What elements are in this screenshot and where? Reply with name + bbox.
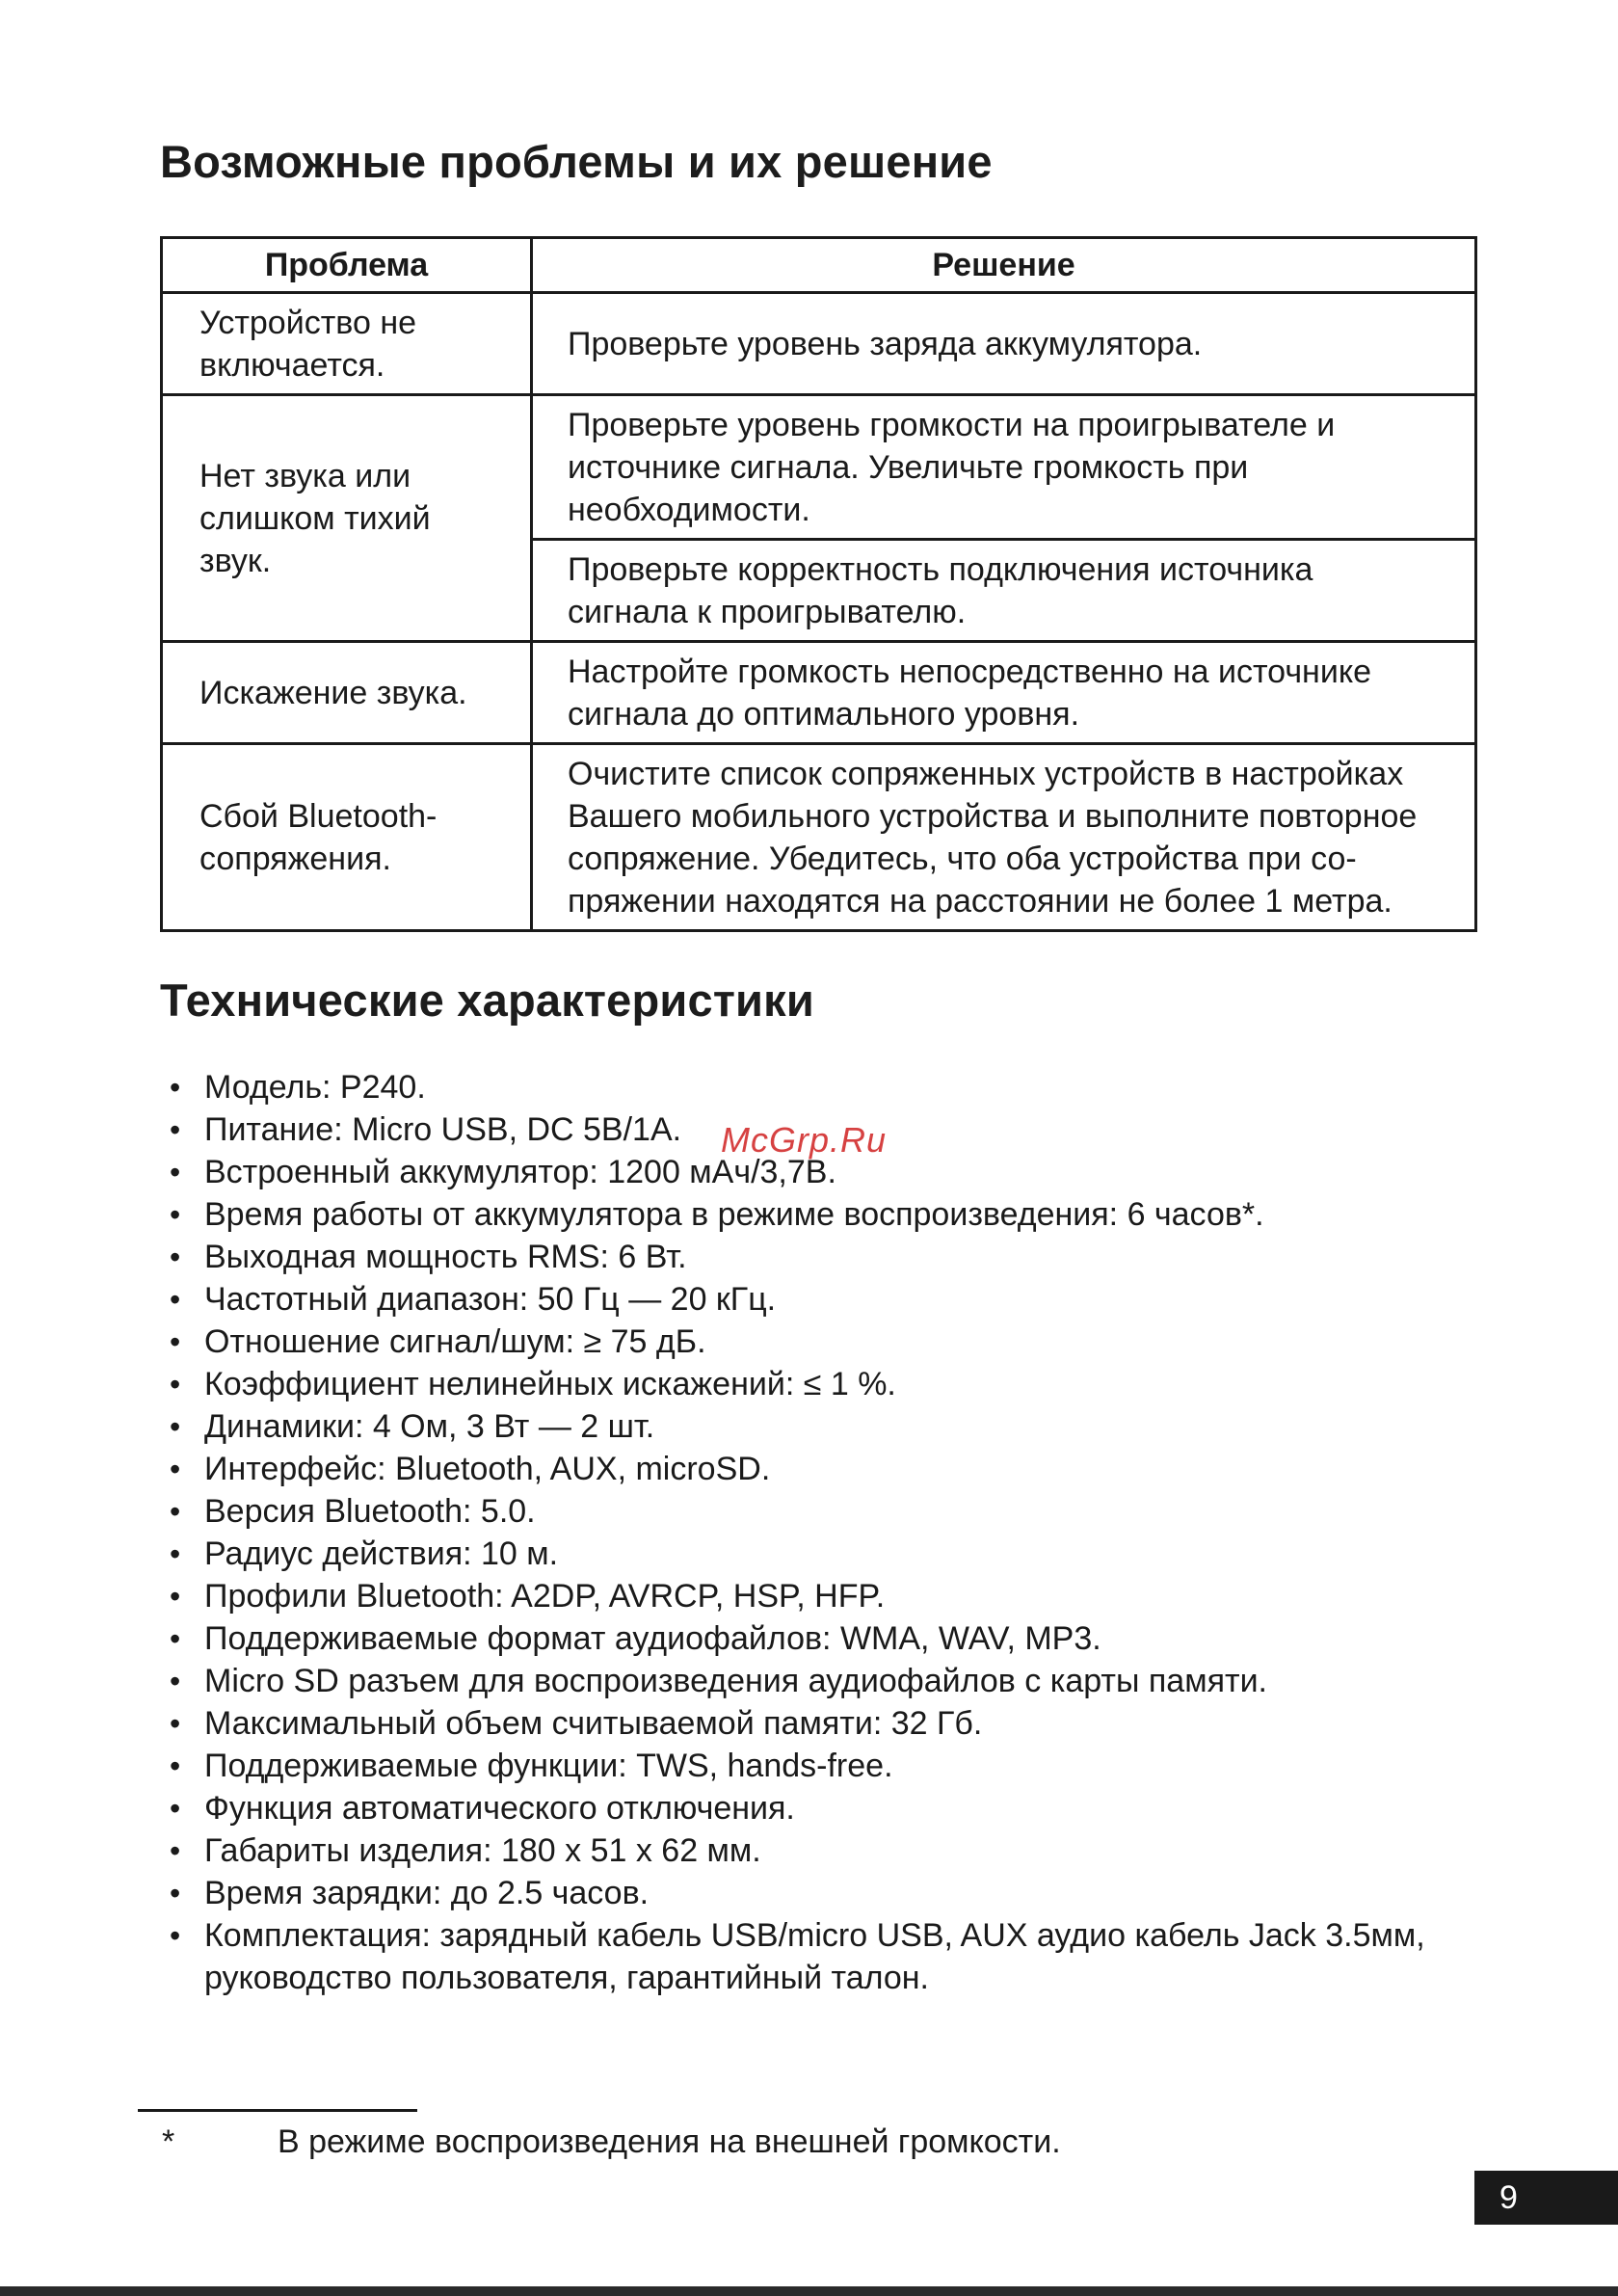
spec-item: [160, 1448, 1451, 1490]
bullet-icon: •: [170, 1367, 181, 1402]
problem-cell: Устройство не включается.: [162, 293, 532, 395]
spec-text: Функция автоматического отключения.: [204, 1790, 795, 1827]
bullet-icon: •: [170, 1791, 181, 1826]
bullet-icon: •: [170, 1833, 181, 1868]
spec-item: [160, 1363, 1451, 1405]
section-title-specs: Технические характеристики: [160, 974, 814, 1026]
specs-list: [160, 1066, 1451, 1999]
spec-item: [160, 1702, 1451, 1745]
spec-text: Радиус действия: 10 м.: [204, 1535, 559, 1572]
spec-item: [160, 1660, 1451, 1702]
header-solution: Решение: [532, 238, 1476, 293]
solution-cell: Проверьте уровень громкости на проигрывателе и источнике сигнала. Увеличьте громкость при необходимости.: [532, 395, 1476, 540]
spec-item: [160, 1872, 1451, 1914]
bullet-icon: •: [170, 1706, 181, 1741]
problem-cell: Сбой Bluetooth-сопряжения.: [162, 744, 532, 931]
spec-text: Время работы от аккумулятора в режиме воспроизведения: 6 часов*.: [204, 1196, 1264, 1233]
page-number-box: [1474, 2171, 1618, 2225]
section-title-troubleshooting: Возможные проблемы и их решение: [160, 136, 993, 187]
spec-text: Встроенный аккумулятор: 1200 мАч/3,7В.: [204, 1154, 836, 1190]
spec-text: Модель: P240.: [204, 1069, 426, 1106]
spec-item: [160, 1405, 1451, 1448]
spec-text: Габариты изделия: 180 x 51 x 62 мм.: [204, 1832, 761, 1869]
table-row: [162, 744, 1476, 931]
problem-cell: Нет звука или слишком тихий звук.: [162, 395, 532, 642]
spec-text: Максимальный объем считываемой памяти: 32 Гб.: [204, 1705, 983, 1742]
spec-text: Коэффициент нелинейных искажений: ≤ 1 %.: [204, 1366, 896, 1402]
spec-text: Интерфейс: Bluetooth, AUX, microSD.: [204, 1451, 771, 1487]
spec-text: Micro SD разъем для воспроизведения аудиофайлов с карты памяти.: [204, 1663, 1268, 1699]
table-row: [162, 642, 1476, 744]
spec-text: Частотный диапазон: 50 Гц — 20 кГц.: [204, 1281, 777, 1318]
solution-cell: Проверьте уровень заряда аккумулятора.: [532, 293, 1476, 395]
spec-text: Время зарядки: до 2.5 часов.: [204, 1875, 650, 1911]
spec-item: [160, 1321, 1451, 1363]
bullet-icon: •: [170, 1240, 181, 1274]
footnote-mark: *: [162, 2123, 175, 2160]
bullet-icon: •: [170, 1155, 181, 1189]
spec-text: Питание: Micro USB, DC 5В/1А.: [204, 1111, 682, 1148]
bullet-icon: •: [170, 1452, 181, 1486]
spec-item: [160, 1617, 1451, 1660]
solution-cell: Настройте громкость непосредственно на источнике сигнала до оптимального уровня.: [532, 642, 1476, 744]
bullet-icon: •: [170, 1070, 181, 1105]
footnote-divider: [138, 2109, 417, 2112]
spec-text: Комплектация: зарядный кабель USB/micro USB, AUX аудио кабель Jack 3.5мм, руководство пользователя, гарантийный талон.: [204, 1917, 1425, 1996]
spec-text: Поддерживаемые функции: TWS, hands-free.: [204, 1748, 893, 1784]
bullet-icon: •: [170, 1409, 181, 1444]
spec-item: [160, 1066, 1451, 1108]
problem-cell: Искажение звука.: [162, 642, 532, 744]
bullet-icon: •: [170, 1282, 181, 1317]
troubleshooting-table: [160, 236, 1477, 932]
bottom-edge-line: [0, 2286, 1618, 2296]
spec-text: Отношение сигнал/шум: ≥ 75 дБ.: [204, 1323, 706, 1360]
solution-cell: Очистите список сопряженных устройств в настройках Вашего мобильного устройства и выполните повторное сопряжение. Убедитесь, что оба устройства при со-пряжении находятся на расстоянии не более 1 метра.: [532, 744, 1476, 931]
bullet-icon: •: [170, 1536, 181, 1571]
spec-item: [160, 1533, 1451, 1575]
header-problem: Проблема: [162, 238, 532, 293]
bullet-icon: •: [170, 1579, 181, 1614]
bullet-icon: •: [170, 1876, 181, 1910]
bullet-icon: •: [170, 1749, 181, 1783]
spec-item: [160, 1278, 1451, 1321]
bullet-icon: •: [170, 1197, 181, 1232]
spec-item: [160, 1575, 1451, 1617]
table-row: [162, 293, 1476, 395]
footnote-text: В режиме воспроизведения на внешней громкости.: [278, 2123, 1061, 2160]
spec-item: [160, 1490, 1451, 1533]
bullet-icon: •: [170, 1494, 181, 1529]
watermark: McGrp.Ru: [721, 1120, 888, 1160]
solution-cell: Проверьте корректность подключения источника сигнала к проигрывателю.: [532, 540, 1476, 642]
bullet-icon: •: [170, 1918, 181, 1953]
spec-item: [160, 1745, 1451, 1787]
spec-text: Версия Bluetooth: 5.0.: [204, 1493, 536, 1530]
spec-text: Профили Bluetooth: A2DP, AVRCP, HSP, HFP.: [204, 1578, 886, 1615]
spec-text: Поддерживаемые формат аудиофайлов: WMA, WAV, MP3.: [204, 1620, 1101, 1657]
bullet-icon: •: [170, 1112, 181, 1147]
spec-item: [160, 1236, 1451, 1278]
spec-item: [160, 1193, 1451, 1236]
table-row: [162, 395, 1476, 540]
bullet-icon: •: [170, 1324, 181, 1359]
spec-item: [160, 1829, 1451, 1872]
table-header-row: [162, 238, 1476, 293]
bullet-icon: •: [170, 1664, 181, 1698]
spec-text: Динамики: 4 Ом, 3 Вт — 2 шт.: [204, 1408, 655, 1445]
page-number: 9: [1499, 2179, 1518, 2216]
spec-item: [160, 1787, 1451, 1829]
bullet-icon: •: [170, 1621, 181, 1656]
spec-text: Выходная мощность RMS: 6 Вт.: [204, 1239, 687, 1275]
spec-item: [160, 1914, 1451, 1999]
